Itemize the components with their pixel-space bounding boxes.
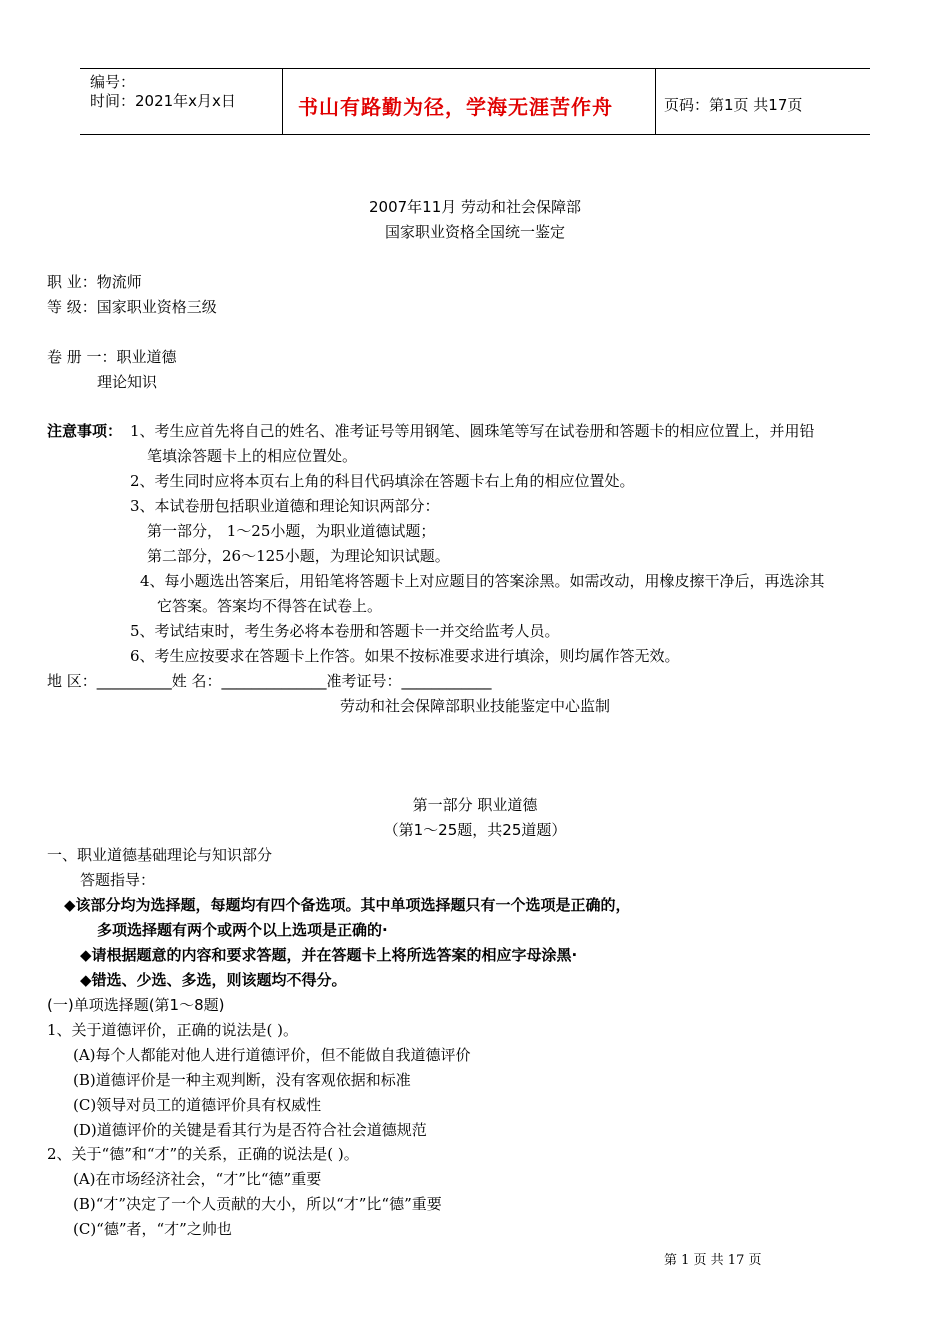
header-bottom-rule bbox=[80, 134, 870, 135]
notes-label: 注意事项： bbox=[47, 422, 123, 440]
motto: 书山有路勤为径，学海无涯苦作舟 bbox=[298, 95, 613, 119]
occupation-value: 物流师 bbox=[96, 273, 142, 291]
guide-line: ◆错选、少选、多选，则该题均不得分。 bbox=[80, 971, 347, 989]
level-value: 国家职业资格三级 bbox=[96, 298, 217, 316]
note-line: 5、考试结束时，考生务必将本卷册和答题卡一并交给监考人员。 bbox=[130, 622, 560, 640]
note-line: 6、考生应按要求在答题卡上作答。如果不按标准要求进行填涂，则均属作答无效。 bbox=[130, 647, 680, 665]
question-option: (D)道德评价的关键是看其行为是否符合社会道德规范 bbox=[73, 1121, 427, 1139]
note-line: 它答案。答案均不得答在试卷上。 bbox=[157, 597, 383, 615]
question-option: (B)“才”决定了一个人贡献的大小，所以“才”比“德”重要 bbox=[73, 1195, 442, 1213]
volume-row bbox=[47, 346, 177, 367]
page-info: 页码：第1页 共17页 bbox=[664, 96, 803, 114]
serial-label: 编号： bbox=[90, 73, 136, 91]
candidate-fields: 地 区：__________姓 名：______________准考证号：____________ bbox=[47, 672, 492, 690]
header-top-rule bbox=[80, 68, 870, 69]
occupation-row bbox=[47, 271, 142, 292]
note-line: 第二部分，26～125小题，为理论知识试题。 bbox=[147, 547, 450, 565]
question-option: (A)每个人都能对他人进行道德评价，但不能做自我道德评价 bbox=[73, 1046, 471, 1064]
note-line: 1、考生应首先将自己的姓名、准考证号等用钢笔、圆珠笔等写在试卷册和答题卡的相应位置上，并用铅 bbox=[130, 422, 815, 440]
guide-line: ◆请根据题意的内容和要求答题，并在答题卡上将所选答案的相应字母涂黑· bbox=[80, 946, 578, 964]
section-heading: 一、职业道德基础理论与知识部分 bbox=[47, 846, 273, 864]
question-option: (A)在市场经济社会，“才”比“德”重要 bbox=[73, 1170, 322, 1188]
guide-line: ◆该部分均为选择题，每题均有四个备选项。其中单项选择题只有一个选项是正确的， bbox=[64, 896, 631, 914]
header-divider-right bbox=[655, 68, 656, 135]
note-line: 4、每小题选出答案后，用铅笔将答题卡上对应题目的答案涂黑。如需改动，用橡皮擦干净后，再选涂其 bbox=[140, 572, 825, 590]
header-divider-left bbox=[282, 68, 283, 135]
question-option: (B)道德评价是一种主观判断，没有客观依据和标准 bbox=[73, 1071, 411, 1089]
note-line: 3、本试卷册包括职业道德和理论知识两部分： bbox=[130, 497, 440, 515]
volume-subtitle: 理论知识 bbox=[97, 373, 158, 391]
volume-label: 卷 册 一： bbox=[47, 348, 117, 366]
level-label: 等 级： bbox=[47, 298, 97, 316]
guide-label: 答题指导： bbox=[80, 871, 156, 889]
question-option: (C)“德”者，“才”之帅也 bbox=[73, 1220, 232, 1238]
note-line: 笔填涂答题卡上的相应位置处。 bbox=[147, 447, 358, 465]
supervisor-text: 劳动和社会保障部职业技能鉴定中心监制 bbox=[339, 697, 610, 715]
question-stem: 1、关于道德评价，正确的说法是( )。 bbox=[47, 1021, 299, 1039]
occupation-label: 职 业： bbox=[47, 273, 97, 291]
part1-range: （第1～25题，共25道题） bbox=[383, 821, 567, 839]
question-option: (C)领导对员工的道德评价具有权威性 bbox=[73, 1096, 322, 1114]
question-stem: 2、关于“德”和“才”的关系，正确的说法是( )。 bbox=[47, 1145, 359, 1163]
page-footer: 第 1 页 共 17 页 bbox=[664, 1253, 762, 1268]
note-line: 第一部分， 1～25小题，为职业道德试题； bbox=[147, 522, 436, 540]
note-line: 2、考生同时应将本页右上角的科目代码填涂在答题卡右上角的相应位置处。 bbox=[130, 472, 635, 490]
volume-value: 职业道德 bbox=[116, 348, 177, 366]
exam-title-line1: 2007年11月 劳动和社会保障部 bbox=[368, 198, 582, 216]
part1-title: 第一部分 职业道德 bbox=[412, 796, 538, 814]
guide-line: 多项选择题有两个或两个以上选项是正确的· bbox=[97, 921, 388, 939]
level-row bbox=[47, 296, 217, 317]
subsection-heading: (一)单项选择题(第1～8题) bbox=[47, 996, 225, 1014]
time-label: 时间：2021年x月x日 bbox=[90, 92, 236, 110]
exam-title-line2: 国家职业资格全国统一鉴定 bbox=[384, 223, 565, 241]
